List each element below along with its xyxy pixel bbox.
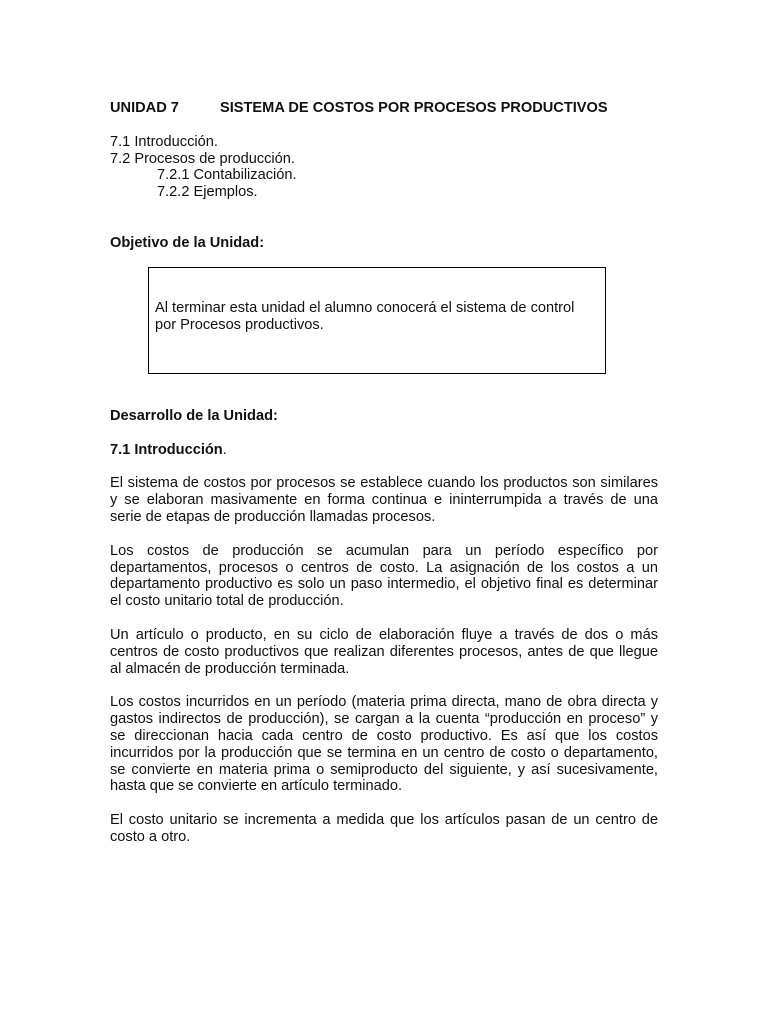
paragraph: Los costos incurridos en un período (materia prima directa, mano de obra directa y gastos indirectos de producción), se cargan a la cuenta “producción en proceso” y se direccionan hacia cada centro de costo productivo. Es así que los costos incurridos por la producción que se termina en un centro de costo o departamento, se convierte en materia prima o semiproducto del siguiente, y así sucesivamente, hasta que se convierte en artículo terminado. bbox=[110, 694, 658, 795]
toc-item: 7.1 Introducción. bbox=[110, 133, 218, 150]
objective-box bbox=[148, 267, 606, 374]
section-heading-period: . bbox=[222, 441, 227, 458]
paragraph: El sistema de costos por procesos se establece cuando los productos son similares y se elaboran masivamente en forma continua e ininterrumpida a través de una serie de etapas de producción llamadas procesos. bbox=[110, 475, 658, 525]
toc-subitem: 7.2.1 Contabilización. bbox=[157, 167, 297, 184]
unit-title bbox=[110, 100, 658, 117]
paragraph: Los costos de producción se acumulan para un período específico por departamentos, procesos o centros de costo. La asignación de los costos a un departamento productivo es solo un paso intermedio, el objetivo final es determinar el costo unitario total de producción. bbox=[110, 542, 658, 610]
objective-heading: Objetivo de la Unidad: bbox=[110, 234, 265, 251]
toc-item: 7.2 Procesos de producción. bbox=[110, 150, 295, 167]
paragraph: El costo unitario se incrementa a medida que los artículos pasan de un centro de costo a otro. bbox=[110, 812, 658, 845]
paragraph: Un artículo o producto, en su ciclo de elaboración fluye a través de dos o más centros de costo productivos que realizan diferentes procesos, antes de que llegue al almacén de producción terminada. bbox=[110, 626, 658, 677]
objective-text: Al terminar esta unidad el alumno conocerá el sistema de control por Procesos productivos. bbox=[155, 299, 575, 333]
document-page bbox=[110, 100, 658, 846]
development-heading: Desarrollo de la Unidad: bbox=[110, 407, 278, 424]
unit-number: UNIDAD 7 bbox=[110, 100, 179, 116]
section-heading-text: 7.1 Introducción bbox=[110, 441, 223, 458]
toc-subitem: 7.2.2 Ejemplos. bbox=[157, 184, 258, 201]
section-heading bbox=[110, 442, 658, 459]
unit-title-text: SISTEMA DE COSTOS POR PROCESOS PRODUCTIVOS bbox=[220, 100, 608, 116]
table-of-contents bbox=[110, 134, 658, 201]
